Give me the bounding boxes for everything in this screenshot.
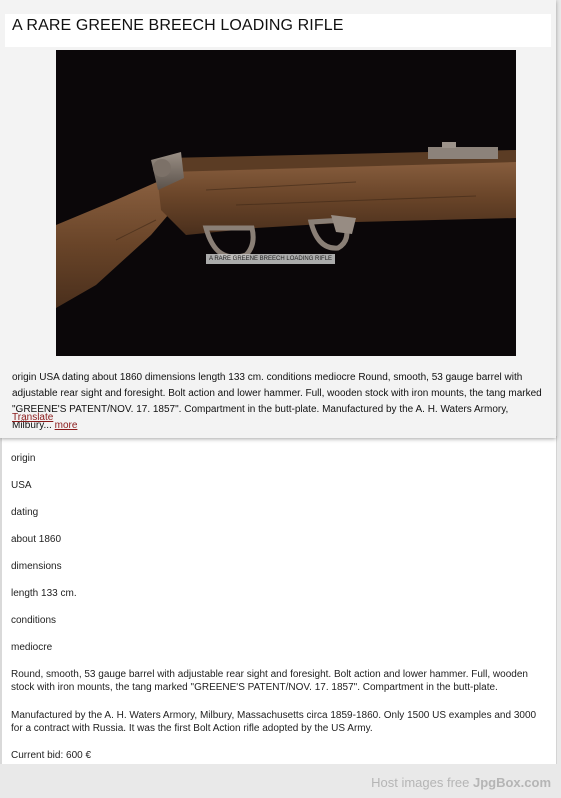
listing-summary: [12, 370, 548, 434]
image-caption: A RARE GREENE BREECH LOADING RIFLE: [206, 254, 335, 264]
detail-value-dimensions: length 133 cm.: [11, 588, 77, 599]
summary-text: origin USA dating about 1860 dimensions length 133 cm. conditions mediocre Round, smooth, 53 gauge barrel with adjustable rear sight and foresight. Bolt action and lower hammer. Full, wooden stock with iron mounts, the tang marked "GREENE'S PATENT/NOV. 17. 1857". Compartment in the butt-plate. Manufactured by the A. H. Waters Armory, Milbury...: [12, 372, 542, 431]
rifle-illustration: [56, 50, 516, 356]
translate-link[interactable]: Translate: [12, 412, 54, 423]
detail-value-dating: about 1860: [11, 534, 62, 545]
title-bar: [5, 14, 551, 47]
details-page: [0, 436, 557, 764]
current-bid: Current bid: 600 €: [11, 750, 92, 761]
more-link[interactable]: more: [54, 420, 78, 431]
detail-description: Round, smooth, 53 gauge barrel with adjustable rear sight and foresight. Bolt action and lower hammer. Full, wooden stock with iron mounts, the tang marked "GREENE'S PATENT/NOV. 17. 1857". Compartment in the butt-plate.: [11, 669, 528, 693]
detail-value-conditions: mediocre: [11, 642, 53, 653]
watermark-footer: [371, 775, 551, 790]
footer-brand: JpgBox.com: [472, 775, 551, 790]
detail-label-dimensions: dimensions: [11, 561, 62, 572]
detail-manufacturer: Manufactured by the A. H. Waters Armory, Milbury, Massachusetts circa 1859-1860. Only 1500 US examples and 3000 for a contract with Russia. It was the first Bolt Action rifle adopted by the US Army.: [11, 710, 537, 734]
detail-label-conditions: conditions: [11, 615, 57, 626]
page-edge: [0, 436, 2, 764]
footer-prefix: Host images free: [371, 775, 473, 790]
detail-label-origin: origin: [11, 453, 36, 464]
rifle-photo[interactable]: [56, 50, 516, 356]
listing-title: A RARE GREENE BREECH LOADING RIFLE: [12, 17, 344, 34]
detail-label-dating: dating: [11, 507, 39, 518]
detail-value-origin: USA: [11, 480, 32, 491]
